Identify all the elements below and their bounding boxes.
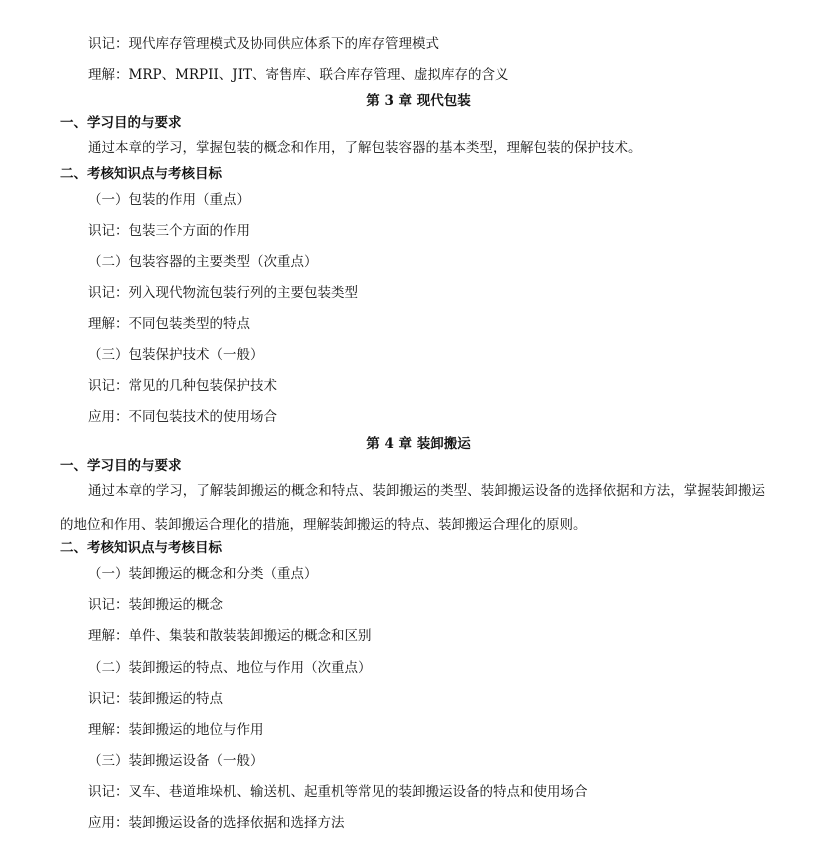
section-heading: 一、学习目的与要求 (60, 115, 182, 131)
knowledge-point: （二）装卸搬运的特点、地位与作用（次重点） (88, 660, 372, 676)
text-line: 应用：不同包装技术的使用场合 (88, 409, 277, 425)
text-line: 识记：列入现代物流包装行列的主要包装类型 (88, 285, 358, 301)
text-line: 识记：现代库存管理模式及协同供应体系下的库存管理模式 (88, 36, 439, 52)
knowledge-point: （二）包装容器的主要类型（次重点） (88, 254, 318, 270)
section-heading: 二、考核知识点与考核目标 (60, 540, 222, 556)
knowledge-point: （一）装卸搬运的概念和分类（重点） (88, 566, 318, 582)
text-line: 理解：MRP、MRPII、JIT、寄售库、联合库存管理、虚拟库存的含义 (88, 67, 509, 83)
chapter-3-title: 第 3 章 现代包装 (366, 93, 471, 109)
knowledge-point: （三）装卸搬运设备（一般） (88, 753, 264, 769)
chapter-4-title: 第 4 章 装卸搬运 (366, 436, 471, 452)
paragraph: 通过本章的学习，了解装卸搬运的概念和特点、装卸搬运的类型、装卸搬运设备的选择依据和方法，掌握装卸搬运的地位和作用、装卸搬运合理化的措施，理解装卸搬运的特点、装卸搬运合理化的原则。 (60, 483, 765, 533)
paragraph: 通过本章的学习，掌握包装的概念和作用，了解包装容器的基本类型，理解包装的保护技术。 (88, 140, 642, 156)
text-line: 应用：装卸搬运设备的选择依据和选择方法 (88, 815, 345, 831)
text-line: 识记：装卸搬运的概念 (88, 597, 223, 613)
knowledge-point: （三）包装保护技术（一般） (88, 347, 264, 363)
section-heading: 二、考核知识点与考核目标 (60, 166, 222, 182)
text-line: 理解：单件、集装和散装装卸搬运的概念和区别 (88, 628, 372, 644)
text-line: 识记：装卸搬运的特点 (88, 691, 223, 707)
text-line: 识记：包装三个方面的作用 (88, 223, 250, 239)
text-line: 识记：叉车、巷道堆垛机、输送机、起重机等常见的装卸搬运设备的特点和使用场合 (88, 784, 588, 800)
text-line: 识记：常见的几种包装保护技术 (88, 378, 277, 394)
knowledge-point: （一）包装的作用（重点） (88, 192, 250, 208)
text-line: 理解：不同包装类型的特点 (88, 316, 250, 332)
section-heading: 一、学习目的与要求 (60, 458, 182, 474)
text-line: 理解：装卸搬运的地位与作用 (88, 722, 264, 738)
